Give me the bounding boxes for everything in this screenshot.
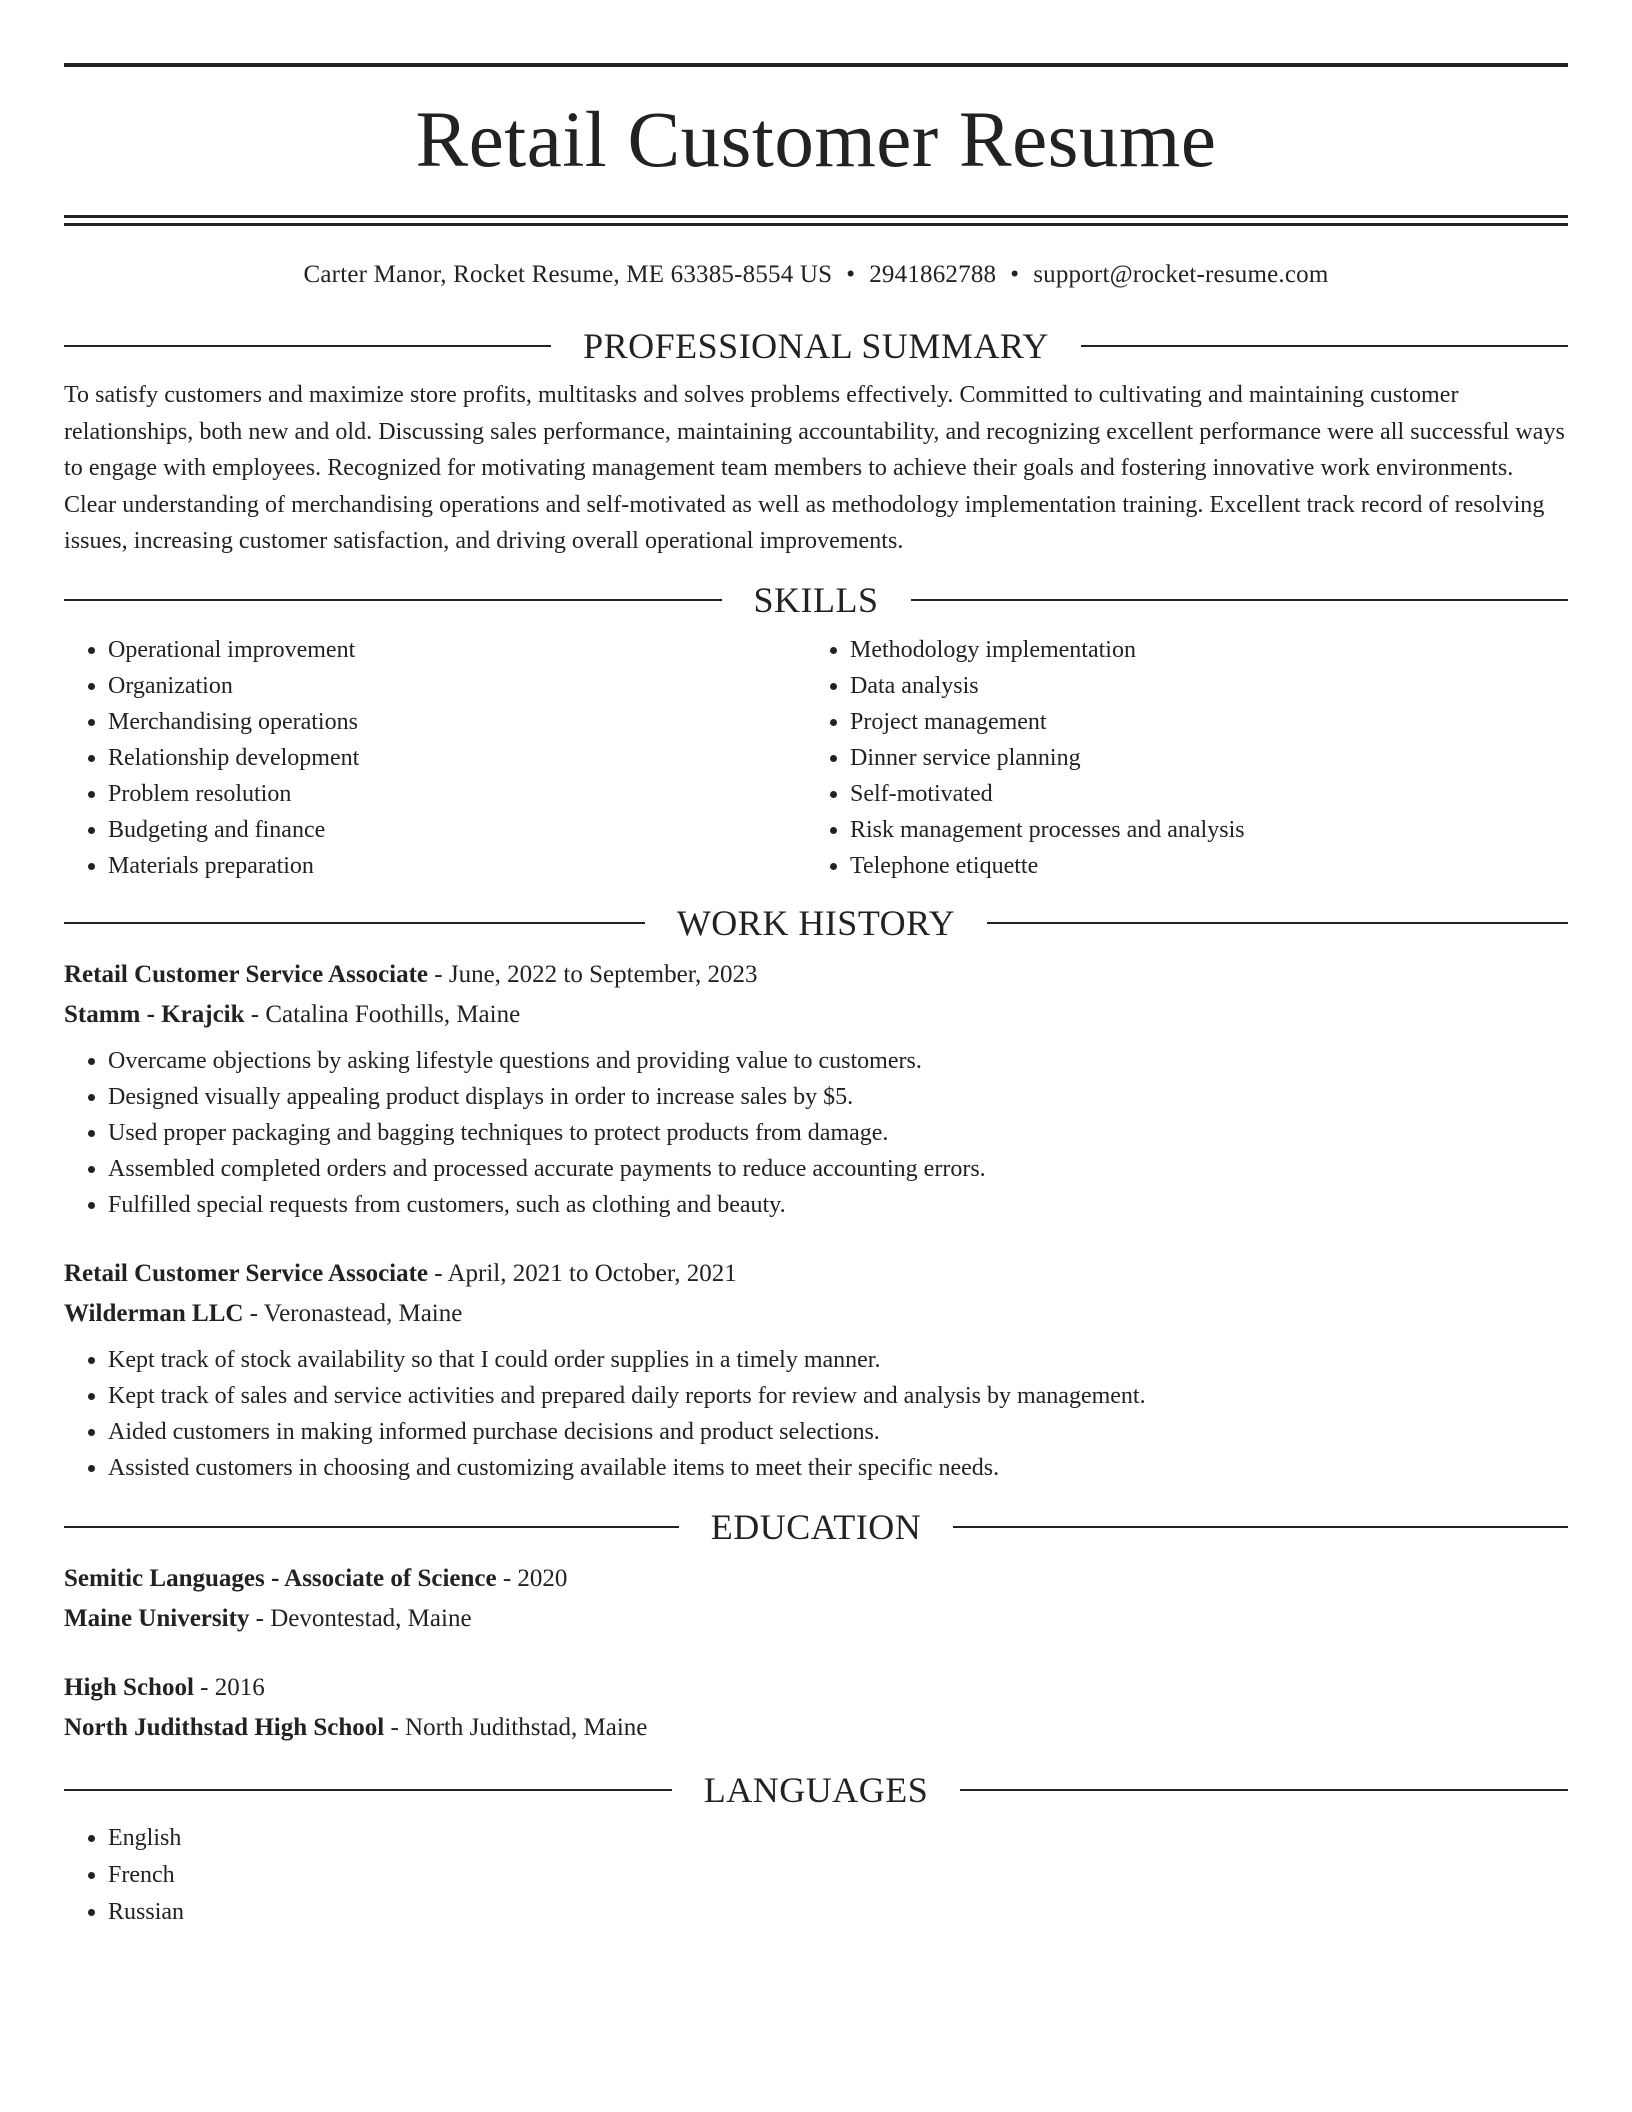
job-bullet: • Overcame objections by asking lifestyle questions and providing value to customers. (108, 1043, 1568, 1079)
language-item: • French (108, 1857, 1568, 1894)
job-bullet: • Kept track of stock availability so that I could order supplies in a timely manner. (108, 1342, 1568, 1378)
education-year: - 2020 (496, 1564, 568, 1592)
job-bullet: • Assembled completed orders and processed accurate payments to reduce accounting errors. (108, 1151, 1568, 1187)
contact-line (64, 260, 1568, 290)
job-title: Retail Customer Service Associate (64, 1259, 429, 1287)
job-bullet: • Used proper packaging and bagging techniques to protect products from damage. (108, 1115, 1568, 1151)
job-title: Retail Customer Service Associate (64, 960, 429, 988)
skill-item: • Project management (850, 704, 1568, 740)
education-degree-line (64, 1559, 1568, 1599)
contact-email: support@rocket-resume.com (1033, 261, 1329, 288)
job-location: - Veronastead, Maine (243, 1299, 463, 1327)
section-heading-education (64, 1505, 1568, 1549)
job-title-line (64, 1254, 1568, 1294)
skill-item: • Methodology implementation (850, 632, 1568, 668)
title-double-rule (64, 215, 1568, 226)
skill-item: • Data analysis (850, 668, 1568, 704)
section-heading-label: EDUCATION (710, 1506, 922, 1547)
job-dates: - June, 2022 to September, 2023 (428, 960, 758, 988)
job-bullet: • Fulfilled special requests from customers, such as clothing and beauty. (108, 1187, 1568, 1223)
skill-item: • Organization (108, 668, 806, 704)
summary-paragraph: To satisfy customers and maximize store profits, multitasks and solves problems effectively. Committed to cultivating and maintaining customer relationships, both new and old. Discussing sales performance, maintaining accountability, and recognizing excellent performance were all successful ways to engage with employees. Recognized for motivating management team members to achieve their goals and fostering innovative work environments. Clear understanding of merchandising operations and self-motivated as well as methodology implementation training. Excellent track record of resolving issues, increasing customer satisfaction, and driving overall operational improvements. (64, 382, 1565, 554)
skill-item: • Relationship development (108, 740, 806, 776)
education-location: - Devontestad, Maine (249, 1604, 472, 1632)
job-bullet: • Aided customers in making informed purchase decisions and product selections. (108, 1414, 1568, 1450)
job-bullets (64, 1342, 1568, 1486)
education-degree: Semitic Languages - Associate of Science (64, 1564, 497, 1592)
job-bullet: • Designed visually appealing product displays in order to increase sales by $5. (108, 1079, 1568, 1115)
job-company-line (64, 995, 1568, 1035)
job-bullets (64, 1043, 1568, 1223)
heading-rule-left (64, 345, 551, 347)
heading-rule-right (911, 599, 1569, 601)
education-degree: High School (64, 1673, 194, 1701)
contact-separator: • (846, 261, 856, 288)
contact-phone: 2941862788 (869, 261, 997, 288)
heading-rule-left (64, 1789, 672, 1791)
job-entry (64, 955, 1568, 1223)
education-entry (64, 1559, 1568, 1639)
heading-rule-left (64, 922, 645, 924)
contact-separator: • (1010, 261, 1020, 288)
job-dates: - April, 2021 to October, 2021 (428, 1259, 737, 1287)
job-location: - Catalina Foothills, Maine (244, 1000, 521, 1028)
education-location: - North Judithstad, Maine (384, 1713, 648, 1741)
education-school: Maine University (64, 1604, 250, 1632)
job-company: Stamm - Krajcik (64, 1000, 245, 1028)
heading-rule-left (64, 599, 722, 601)
education-school-line (64, 1708, 1568, 1748)
section-heading-label: WORK HISTORY (676, 902, 956, 943)
skills-column-left (64, 632, 806, 884)
resume-title: Retail Customer Resume (415, 97, 1217, 184)
languages-list (64, 1820, 1568, 1931)
job-bullet: • Kept track of sales and service activities and prepared daily reports for review and analysis by management. (108, 1378, 1568, 1414)
section-heading-work-history (64, 901, 1568, 945)
heading-rule-right (987, 922, 1568, 924)
skill-item: • Problem resolution (108, 776, 806, 812)
skill-item: • Merchandising operations (108, 704, 806, 740)
section-heading-skills (64, 578, 1568, 622)
education-degree-line (64, 1668, 1568, 1708)
job-company-line (64, 1294, 1568, 1334)
skill-item: • Materials preparation (108, 848, 806, 884)
section-heading-label: SKILLS (753, 579, 879, 620)
skills-column-right (806, 632, 1568, 884)
skill-item: • Dinner service planning (850, 740, 1568, 776)
heading-rule-right (953, 1526, 1568, 1528)
education-school: North Judithstad High School (64, 1713, 385, 1741)
section-heading-languages (64, 1768, 1568, 1812)
skill-item: • Budgeting and finance (108, 812, 806, 848)
job-title-line (64, 955, 1568, 995)
heading-rule-right (1081, 345, 1568, 347)
education-year: - 2016 (193, 1673, 265, 1701)
education-school-line (64, 1599, 1568, 1639)
skill-item: • Telephone etiquette (850, 848, 1568, 884)
skill-item: • Operational improvement (108, 632, 806, 668)
skills-list (64, 632, 1568, 884)
section-heading-label: LANGUAGES (703, 1769, 929, 1810)
education-entry (64, 1668, 1568, 1748)
job-company: Wilderman LLC (64, 1299, 244, 1327)
section-heading-summary (64, 324, 1568, 368)
section-heading-label: PROFESSIONAL SUMMARY (583, 326, 1049, 366)
contact-address: Carter Manor, Rocket Resume, ME 63385-8554 US (303, 261, 833, 288)
top-rule (64, 63, 1568, 67)
job-bullet: • Assisted customers in choosing and customizing available items to meet their specific needs. (108, 1450, 1568, 1486)
skill-item: • Risk management processes and analysis (850, 812, 1568, 848)
skill-item: • Self-motivated (850, 776, 1568, 812)
job-entry (64, 1254, 1568, 1486)
heading-rule-left (64, 1526, 679, 1528)
language-item: • English (108, 1820, 1568, 1857)
heading-rule-right (960, 1789, 1568, 1791)
language-item: • Russian (108, 1894, 1568, 1931)
